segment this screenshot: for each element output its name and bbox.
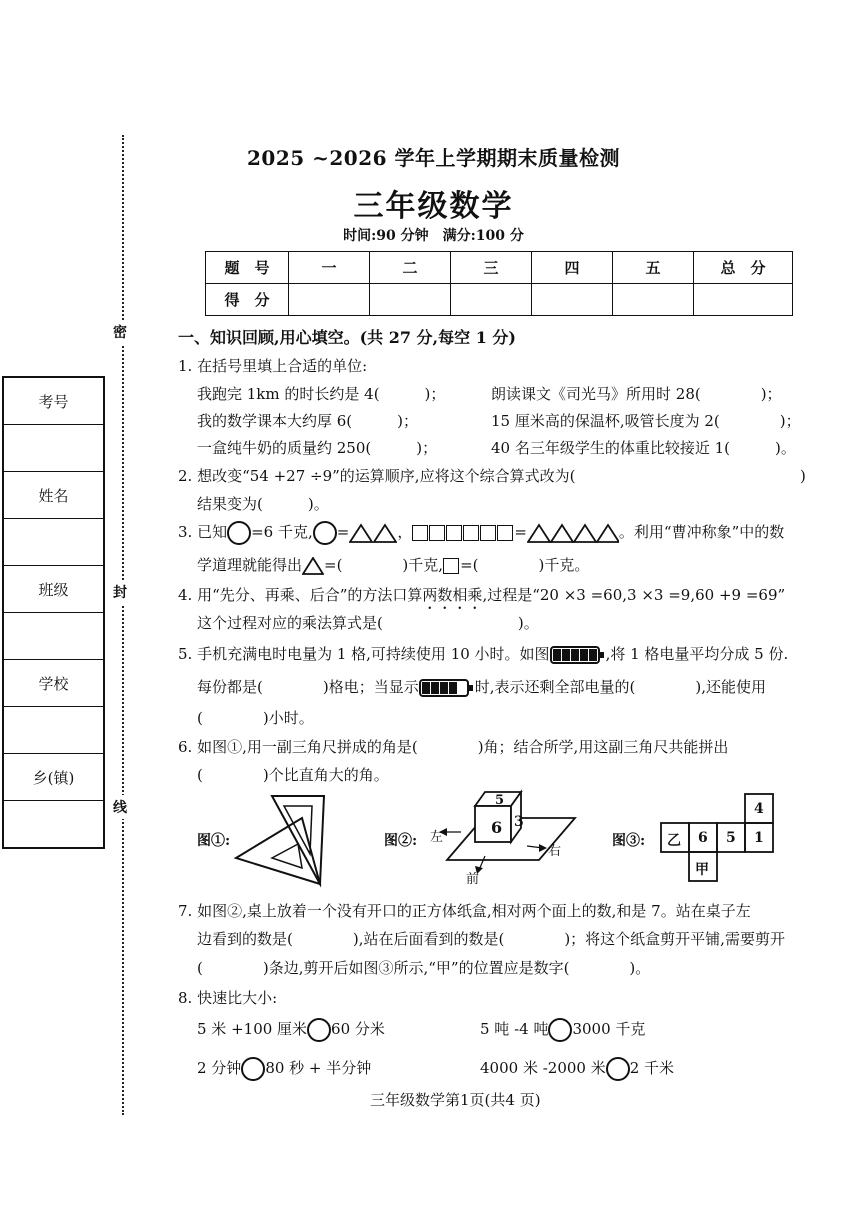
label-school: 学校 [4,660,103,707]
q3-text: =6 千克, [251,523,313,541]
circle-icon [227,521,251,545]
q1-item-b: 朗读课文《司光马》所用时 28( )； [491,385,782,403]
net-cell-top: 4 [754,801,764,817]
score-cell[interactable] [613,284,694,316]
seal-dotted-line [122,135,124,1115]
q8-item [197,1057,371,1081]
q8-item [197,1018,385,1042]
q2-line1: 2. 想改变“54 +27 ÷9”的运算顺序,应将这个综合算式改为( [178,467,576,485]
q3-text: = [336,523,350,541]
student-info-box [2,376,105,849]
q3-text: =( )千克。 [460,556,590,574]
cube-side-number: 3 [514,814,524,830]
score-cell[interactable] [532,284,613,316]
net-cell-5: 5 [726,830,736,846]
q8-left: 2 分钟 [197,1059,242,1077]
square-icon [463,525,479,541]
q7-line2: 边看到的数是( ),站在后面看到的数是( )；将这个纸盒剪开平铺,需要剪开 [197,930,785,948]
figure1-label: 图①: [197,833,231,849]
cube-front-number: 6 [491,818,503,837]
q4-emphasis: 两数相乘 [422,586,483,604]
net-cell-jia: 甲 [695,862,709,878]
township-field[interactable] [4,801,103,847]
q6-line2: ( )个比直角大的角。 [197,766,389,784]
square-icon [446,525,462,541]
q7-line1: 7. 如图②,桌上放着一个没有开口的正方体纸盒,相对两个面上的数,和是 7。站在桌子左 [178,902,751,920]
q1-item-d: 15 厘米高的保温杯,吸管长度为 2( )； [491,412,801,430]
net-cell-6: 6 [698,830,708,846]
time-and-score: 时间:90 分钟 满分:100 分 [343,228,524,244]
q5-line3: ( )小时。 [197,709,314,727]
q5-text: 每份都是( )格电；当显示 [197,678,419,696]
direction-right: 右 [548,844,562,859]
q5-text: 时,表示还剩全部电量的( ),还能使用 [474,678,766,696]
school-field[interactable] [4,707,103,754]
q8-left: 5 吨 -4 吨 [480,1020,549,1038]
seal-char-mi: 密 [113,320,127,344]
two-triangles-icon [349,523,397,543]
score-header-cell: 总 分 [694,252,793,284]
q4-line1 [178,585,785,613]
q8-left: 5 米 +100 厘米 [197,1020,308,1038]
score-header-cell: 四 [532,252,613,284]
score-cell[interactable] [694,284,793,316]
q8-right: 3000 千克 [572,1020,646,1038]
q3-line1 [178,521,784,545]
q8-item [480,1018,645,1042]
q5-line1 [178,644,788,665]
q2-line2: 结果变为( )。 [197,495,329,513]
score-cell[interactable] [370,284,451,316]
score-cell[interactable] [289,284,370,316]
triangle-icon [302,557,324,575]
figure2-label: 图②: [384,833,418,849]
figure3-label: 图③: [612,833,646,849]
cube-on-table-figure [425,788,585,888]
q8-stem: 8. 快速比大小: [178,989,278,1007]
battery-bar [440,682,448,694]
q8-left: 4000 米 -2000 米 [480,1059,606,1077]
square-icon [429,525,445,541]
q1-item-e: 一盒纯牛奶的质量约 250( )； [197,439,438,457]
compare-circle[interactable] [241,1057,265,1081]
subject-title: 三年级数学 [353,189,514,224]
cube-top-number: 5 [495,793,505,808]
q3-line2 [197,555,589,575]
battery-bar [553,649,561,661]
score-header-cell: 一 [289,252,370,284]
battery-bar [422,682,430,694]
triangle-rulers-figure [232,792,332,888]
battery-bar [571,649,579,661]
battery-bar [580,649,588,661]
seal-char-feng: 封 [113,580,127,604]
score-header-cell: 三 [451,252,532,284]
q3-text: 。利用“曹冲称象”中的数 [618,523,785,541]
q4-text: 4. 用“先分、再乘、后合”的方法口算 [178,586,423,604]
q3-text: ， [397,523,413,541]
label-name: 姓名 [4,472,103,519]
net-cell-1: 1 [754,830,764,846]
compare-circle[interactable] [548,1018,572,1042]
battery-bar [562,649,570,661]
name-field[interactable] [4,519,103,566]
battery-bar [458,682,466,694]
class-field[interactable] [4,613,103,660]
page-footer: 三年级数学第1页(共4 页) [370,1091,541,1109]
exam-number-field[interactable] [4,425,103,472]
q3-text: 3. 已知 [178,523,228,541]
battery-full-icon [550,645,606,665]
battery-bar [589,649,597,661]
q6-line1: 6. 如图①,用一副三角尺拼成的角是( )角；结合所学,用这副三角尺共能拼出 [178,738,729,756]
q5-text: ,将 1 格电量平均分成 5 份. [605,645,789,663]
square-icon [412,525,428,541]
q8-right: 80 秒 + 半分钟 [265,1059,372,1077]
score-cell[interactable] [451,284,532,316]
score-row-label: 得 分 [206,284,289,316]
four-triangles-icon [527,523,619,543]
score-header-cell: 五 [613,252,694,284]
battery-bar [431,682,439,694]
q5-line2 [197,677,766,698]
seal-char-xian: 线 [113,795,127,819]
section1-heading: 一、知识回顾,用心填空。(共 27 分,每空 1 分) [178,328,516,347]
net-cell-yi: 乙 [667,833,681,849]
q3-text: =( )千克, [324,556,444,574]
square-icon [443,558,459,574]
exam-title: 2025 ~2026 学年上学期期末质量检测 [246,146,620,170]
label-exam-number: 考号 [4,378,103,425]
q4-text: ,过程是“20 ×3 =60,3 ×3 =9,60 +9 =69” [482,586,786,604]
score-header-cell: 二 [370,252,451,284]
compare-circle[interactable] [307,1018,331,1042]
direction-left: 左 [430,830,444,845]
q1-item-f: 40 名三年级学生的体重比较接近 1( )。 [491,439,796,457]
q8-right: 2 千米 [629,1059,675,1077]
score-table [205,251,793,316]
label-class: 班级 [4,566,103,613]
q2-close-paren: ) [800,467,806,485]
compare-circle[interactable] [606,1057,630,1081]
q8-right: 60 分米 [331,1020,385,1038]
q1-item-a: 我跑完 1km 的时长约是 4( )； [197,385,446,403]
circle-icon [313,521,337,545]
q4-line2: 这个过程对应的乘法算式是( )。 [197,614,539,632]
q5-text: 5. 手机充满电时电量为 1 格,可持续使用 10 小时。如图 [178,645,550,663]
square-icon [480,525,496,541]
battery-bar [449,682,457,694]
label-township: 乡(镇) [4,754,103,801]
battery-partial-icon [419,678,475,698]
q3-text: 学道理就能得出 [197,556,303,574]
score-header-cell: 题 号 [206,252,289,284]
direction-front: 前 [466,872,480,887]
q1-stem: 1. 在括号里填上合适的单位: [178,357,368,375]
q3-text: = [514,523,527,541]
square-icon [497,525,513,541]
q7-line3: ( )条边,剪开后如图③所示,“甲”的位置应是数字( )。 [197,959,651,977]
q8-item [480,1057,674,1081]
q1-item-c: 我的数学课本大约厚 6( )； [197,412,419,430]
